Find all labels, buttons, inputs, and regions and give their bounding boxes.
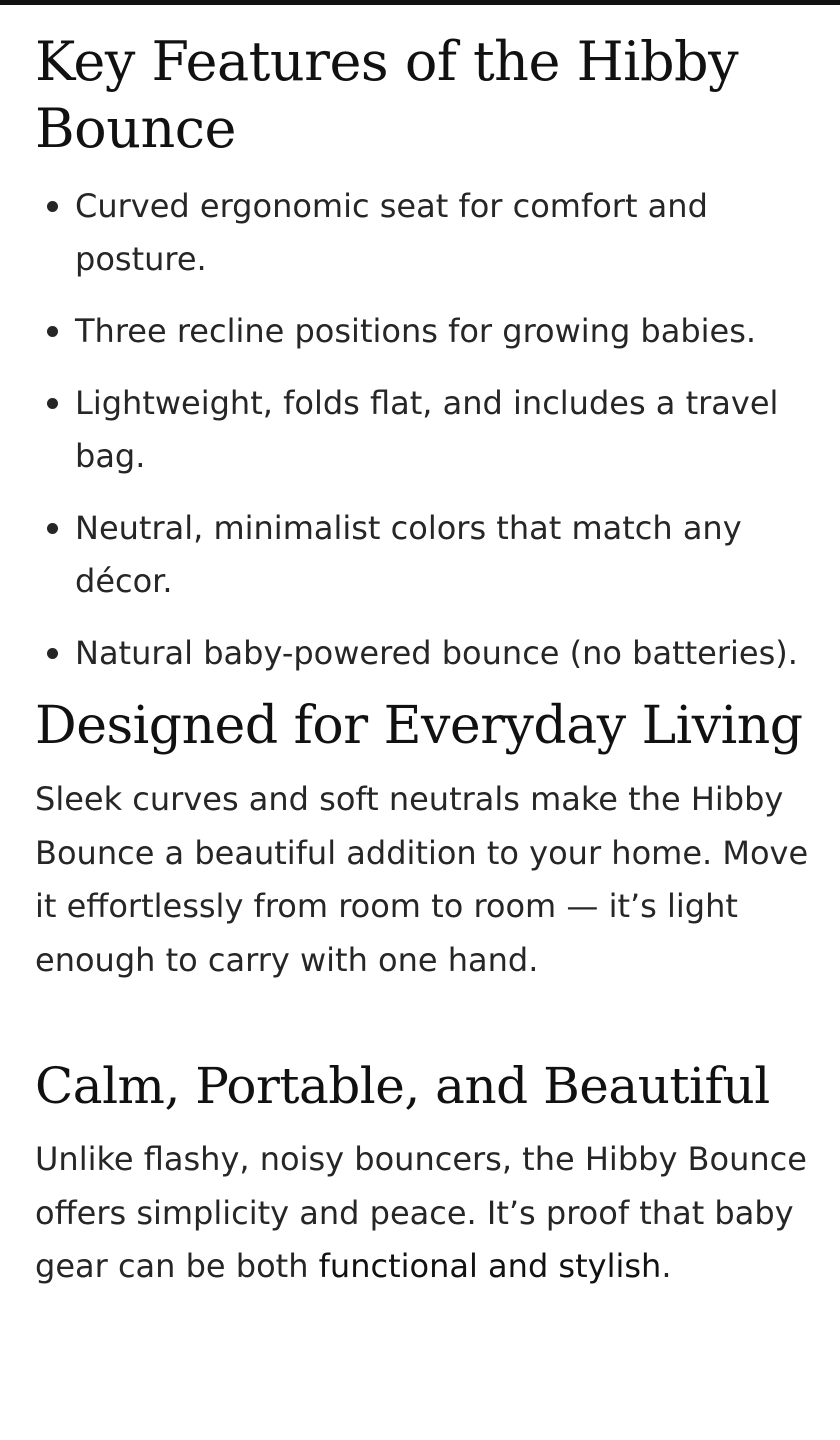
bullet-icon — [47, 326, 58, 337]
feature-text: Neutral, minimalist colors that match any décor. — [75, 509, 742, 600]
feature-text: Natural baby-powered bounce (no batteries). — [75, 634, 798, 672]
feature-item — [35, 305, 810, 358]
calm-paragraph-end: . — [661, 1247, 672, 1285]
article-content — [35, 28, 810, 1294]
bullet-icon — [47, 201, 58, 212]
calm-paragraph — [35, 1133, 810, 1294]
calm-paragraph-text: Unlike flashy, noisy bouncers, the Hibby Bounce offers simplicity and peace. It’s proof that baby gear can be both — [35, 1140, 807, 1285]
bullet-icon — [47, 648, 58, 659]
feature-item — [35, 180, 810, 286]
feature-text: Lightweight, folds flat, and includes a travel bag. — [75, 384, 779, 475]
features-heading: Key Features of the Hibby Bounce — [35, 30, 739, 160]
bullet-icon — [47, 523, 58, 534]
designed-paragraph: Sleek curves and soft neutrals make the Hibby Bounce a beautiful addition to your home. Move it effortlessly from room to room — it’s light enough to carry with one hand. — [35, 780, 809, 979]
feature-item — [35, 627, 810, 680]
feature-text: Curved ergonomic seat for comfort and posture. — [75, 187, 708, 278]
designed-heading: Designed for Everyday Living — [35, 696, 803, 756]
feature-text: Three recline positions for growing babies. — [75, 312, 757, 350]
feature-item — [35, 502, 810, 608]
calm-paragraph-emphasis: functional and stylish — [318, 1247, 662, 1285]
feature-item — [35, 377, 810, 483]
calm-heading: Calm, Portable, and Beautiful — [35, 1057, 770, 1115]
top-border — [0, 0, 840, 5]
features-list — [35, 180, 810, 680]
bullet-icon — [47, 398, 58, 409]
